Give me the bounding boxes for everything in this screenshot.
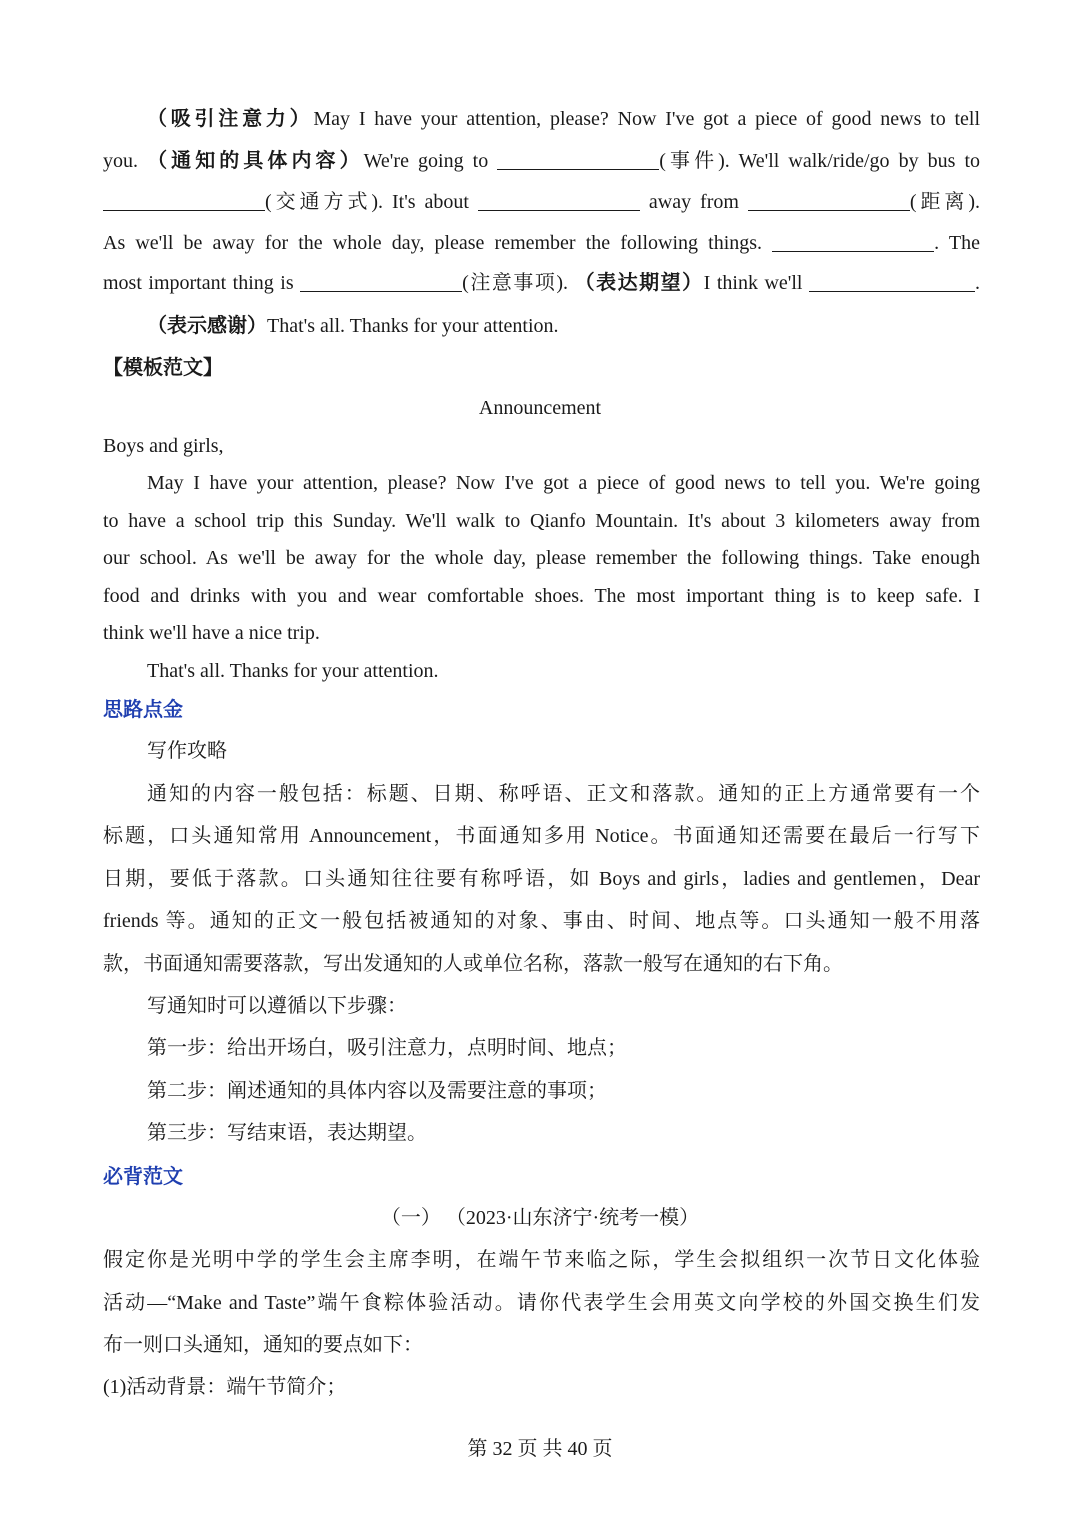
essay-line: May I have your attention, please? Now I've got a piece of good news to tell you. We're going (147, 472, 980, 494)
framework-line-1 (147, 103, 980, 133)
tips-subheading: 写作攻略 (147, 740, 227, 762)
framework-text: We're going to (363, 150, 489, 172)
framework-text: (事件). We'll walk/ride/go by bus to (659, 150, 981, 172)
framework-line-6 (147, 310, 980, 340)
framework-text: (注意事项). (462, 272, 569, 294)
tips-line: 标题，口头通知常用 Announcement，书面通知多用 Notice。书面通知还需要在最后一行写下 (103, 825, 980, 847)
framework-text: (交通方式). It's about (265, 191, 469, 213)
essay-line: food and drinks with you and wear comfortable shoes. The most important thing is to keep safe. I (103, 585, 980, 607)
framework-text: May I have your attention, please? Now I've got a piece of good news to tell (313, 108, 981, 130)
section-heading-tips: 思路点金 (103, 697, 183, 721)
framework-text: most important thing is (103, 272, 294, 294)
essay-closing: That's all. Thanks for your attention. (147, 660, 439, 682)
steps-intro: 写通知时可以遵循以下步骤： (147, 995, 407, 1017)
exercise-line: 假定你是光明中学的学生会主席李明，在端午节来临之际，学生会拟组织一次节日文化体验 (103, 1249, 980, 1271)
tag-express-hope: （表达期望） (574, 270, 704, 294)
exercise-line: 活动—“Make and Taste”端午食粽体验活动。请你代表学生会用英文向学校的外国交换生们发 (103, 1292, 980, 1314)
framework-text: (距离). (909, 191, 981, 213)
framework-text: . (975, 272, 981, 294)
tips-line: 日期，要低于落款。口头通知往往要有称呼语，如 Boys and girls，ladies and gentlemen，Dear (103, 868, 980, 890)
step-3: 第三步：写结束语，表达期望。 (147, 1122, 427, 1144)
fill-blank (497, 149, 659, 170)
framework-text: . The (934, 232, 981, 254)
essay-title: Announcement (478, 397, 602, 419)
step-1: 第一步：给出开场白，吸引注意力，点明时间、地点； (147, 1037, 627, 1059)
fill-blank (772, 231, 934, 252)
tips-line: 通知的内容一般包括：标题、日期、称呼语、正文和落款。通知的正上方通常要有一个 (147, 783, 980, 805)
exercise-line: 布一则口头通知，通知的要点如下： (103, 1334, 423, 1356)
framework-text: you. (103, 150, 138, 172)
essay-line: our school. As we'll be away for the whole day, please remember the following things. Take enough (103, 547, 980, 569)
exercise-subtitle: （一） （2023·山东济宁·统考一模） (380, 1207, 700, 1229)
essay-line: to have a school trip this Sunday. We'll walk to Qianfo Mountain. It's about 3 kilometers away from (103, 510, 980, 532)
essay-line: think we'll have a nice trip. (103, 622, 320, 644)
tips-line: 款，书面通知需要落款，写出发通知的人或单位名称，落款一般写在通知的右下角。 (103, 953, 843, 975)
step-2: 第二步：阐述通知的具体内容以及需要注意的事项； (147, 1080, 607, 1102)
framework-text: That's all. Thanks for your attention. (267, 315, 559, 337)
framework-text: As we'll be away for the whole day, please remember the following things. (103, 232, 763, 254)
model-essay-label: 【模板范文】 (103, 355, 223, 379)
tag-notice-content: （通知的具体内容） (147, 148, 364, 172)
exercise-point-1: (1)活动背景：端午节简介； (103, 1376, 347, 1398)
framework-line-2 (103, 145, 980, 175)
fill-blank (809, 271, 975, 292)
tag-thanks: （表示感谢） (147, 313, 267, 337)
tips-line: friends 等。通知的正文一般包括被通知的对象、事由、时间、地点等。口头通知一般不用落 (103, 910, 980, 932)
framework-line-3 (103, 187, 980, 217)
tag-attract-attention: （吸引注意力） (147, 106, 314, 130)
page-footer: 第 32 页 共 40 页 (467, 1438, 613, 1460)
fill-blank (103, 190, 265, 211)
framework-line-4 (103, 228, 980, 258)
framework-text: away from (648, 191, 739, 213)
essay-greeting: Boys and girls, (103, 435, 224, 457)
fill-blank (300, 271, 462, 292)
framework-line-5 (103, 267, 980, 297)
fill-blank (478, 190, 640, 211)
fill-blank (748, 190, 910, 211)
section-heading-must-recite: 必背范文 (103, 1164, 183, 1188)
framework-text: I think we'll (703, 272, 803, 294)
